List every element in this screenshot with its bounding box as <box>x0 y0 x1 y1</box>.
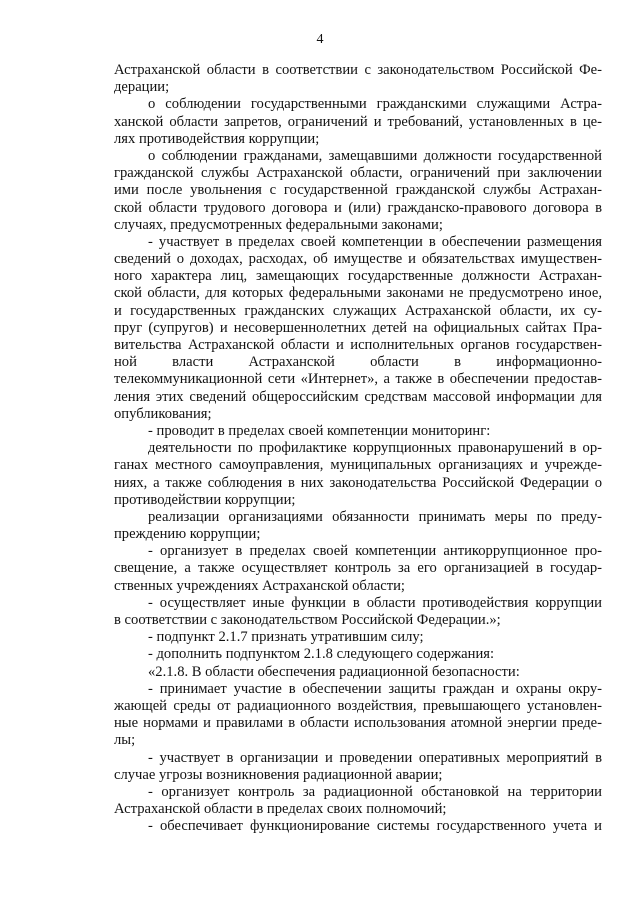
text-line: дерации; <box>114 79 170 96</box>
text-line: пруг (супругов) и несовершеннолетних детей на официальных сайтах Пра- <box>114 319 602 336</box>
text-line: реализации организациями обязанности принимать меры по преду- <box>148 508 602 525</box>
text-line: - участвует в организации и проведении оперативных мероприятий в <box>148 749 602 766</box>
text-line: вительства Астраханской области и исполнительных органов государствен- <box>114 337 602 353</box>
text-line: - подпункт 2.1.7 признать утратившим силу; <box>148 629 424 646</box>
text-line: - участвует в пределах своей компетенции в обеспечении размещения <box>148 233 602 250</box>
text-line: жающей среды от радиационного воздействия, превышающего установлен- <box>114 697 602 714</box>
text-line: лях противодействия коррупции; <box>114 130 320 147</box>
text-line: о соблюдении гражданами, замещавшими должности государственной <box>148 147 602 164</box>
page-number: 4 <box>316 32 324 47</box>
text-line: деятельности по профилактике коррупционных правонарушений в ор- <box>148 440 602 457</box>
text-line: ниях, а также соблюдения в них законодательства Российской Федерации о <box>114 474 602 491</box>
document-body <box>114 62 602 835</box>
text-line: Астраханской области в соответствии с законодательством Российской Фе- <box>114 62 602 78</box>
text-line: ной власти Астраханской области в информационно- <box>114 354 602 371</box>
text-line: опубликования; <box>114 405 212 422</box>
text-line: - организует контроль за радиационной обстановкой на территории <box>148 783 602 800</box>
text-line: - принимает участие в обеспечении защиты граждан и охраны окру- <box>148 680 602 697</box>
text-line: телекоммуникационной сети «Интернет», а также в обеспечении предостав- <box>114 371 602 388</box>
text-line: - проводит в пределах своей компетенции мониторинг: <box>148 422 491 439</box>
text-line: - дополнить подпунктом 2.1.8 следующего содержания: <box>148 646 495 663</box>
text-line: случае угрозы возникновения радиационной аварии; <box>114 766 443 783</box>
text-line: случаях, предусмотренных федеральными законами; <box>114 216 443 233</box>
text-line: ими после увольнения с государственной гражданской службы Астрахан- <box>114 182 602 199</box>
text-line: ления этих сведений общероссийским средствам массовой информации для <box>114 388 602 405</box>
text-line: противодействии коррупции; <box>114 491 296 508</box>
text-line: лы; <box>114 732 136 749</box>
text-line: - осуществляет иные функции в области противодействия коррупции <box>148 594 602 611</box>
text-line: и государственных гражданских служащих Астраханской области, их су- <box>114 302 602 319</box>
text-line: - организует в пределах своей компетенции антикоррупционное про- <box>148 543 602 560</box>
text-line: ской области, для которых федеральными законами не предусмотрено иное, <box>114 285 602 302</box>
text-line: о соблюдении государственными гражданскими служащими Астра- <box>148 96 602 113</box>
text-line: ственных учреждениях Астраханской области; <box>114 577 405 594</box>
text-line: ской области трудового договора и (или) гражданско-правового договора в <box>114 199 602 216</box>
text-line: сведений о доходах, расходах, об имуществе и обязательствах имуществен- <box>114 251 602 268</box>
text-line: ные нормами и правилами в области использования атомной энергии преде- <box>114 715 602 732</box>
text-line: в соответствии с законодательством Российской Федерации.»; <box>114 612 501 628</box>
text-line: - обеспечивает функционирование системы государственного учета и <box>148 818 602 835</box>
text-line: ханской области запретов, ограничений и требований, установленных в це- <box>114 113 602 130</box>
text-line: преждению коррупции; <box>114 526 261 543</box>
text-line: ного характера лиц, замещающих государственные должности Астрахан- <box>114 268 602 285</box>
text-line: гражданской службы Астраханской области, ограничений при заключении <box>114 165 602 182</box>
text-line: «2.1.8. В области обеспечения радиационной безопасности: <box>148 663 520 680</box>
text-line: Астраханской области в пределах своих полномочий; <box>114 801 447 818</box>
text-line: ганах местного самоуправления, муниципальных организациях и учрежде- <box>114 457 602 474</box>
text-line: свещение, а также осуществляет контроль за его организацией в государ- <box>114 560 602 577</box>
